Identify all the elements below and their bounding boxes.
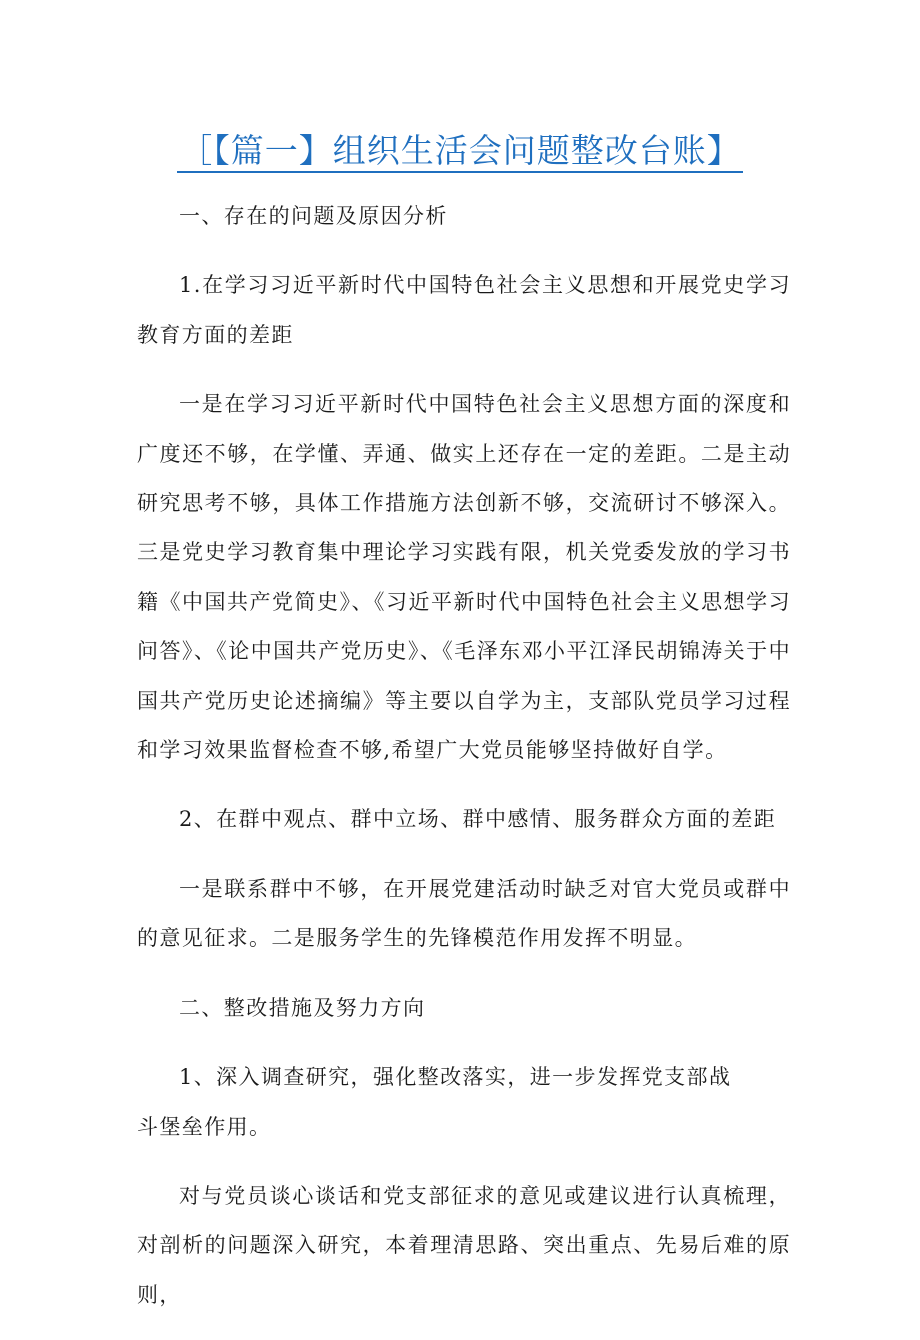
paragraph-measure-1-detail: 对与党员谈心谈话和党支部征求的意见或建议进行认真梳理，对剖析的问题深入研究，本着理清思路、突出重点、先易后难的原则， bbox=[137, 1183, 791, 1307]
subheading-measure-1: 1、深入调查研究，强化整改落实，进一步发挥党支部战 bbox=[179, 1065, 732, 1090]
document-title-text: ［【篇一】组织生活会问题整改台账】 bbox=[177, 131, 743, 173]
subheading-study-gap: 1.在学习习近平新时代中国特色社会主义思想和开展党史学习教育方面的差距 bbox=[137, 273, 791, 347]
document-title bbox=[0, 128, 920, 174]
document-body bbox=[137, 192, 791, 1340]
section-heading-measures: 二、整改措施及努力方向 bbox=[179, 995, 426, 1020]
paragraph-masses-gap-detail: 一是联系群中不够，在开展党建活动时缺乏对官大党员或群中的意见征求。二是服务学生的先锋模范作用发挥不明显。 bbox=[137, 876, 791, 951]
subheading-masses-gap: 2、在群中观点、群中立场、群中感情、服务群众方面的差距 bbox=[179, 807, 777, 832]
section-heading-problems: 一、存在的问题及原因分析 bbox=[179, 204, 448, 228]
subheading-measure-1-continued: 斗堡垒作用。 bbox=[137, 1114, 272, 1139]
paragraph-study-gap-detail: 一是在学习习近平新时代中国特色社会主义思想方面的深度和广度还不够，在学懂、弄通、做实上还存在一定的差距。二是主动研究思考不够，具体工作措施方法创新不够，交流研讨不够深入。三是党史学习教育集中理论学习实践有限，机关党委发放的学习书籍《中国共产党简史》、《习近平新时代中国特色社会主义思想学习问答》、《论中国共产党历史》、《毛泽东邓小平江泽民胡锦涛关于中国共产党历史论述摘编》等主要以自学为主，支部队党员学习过程和学习效果监督检查不够,希望广大党员能够坚持做好自学。 bbox=[137, 392, 791, 763]
